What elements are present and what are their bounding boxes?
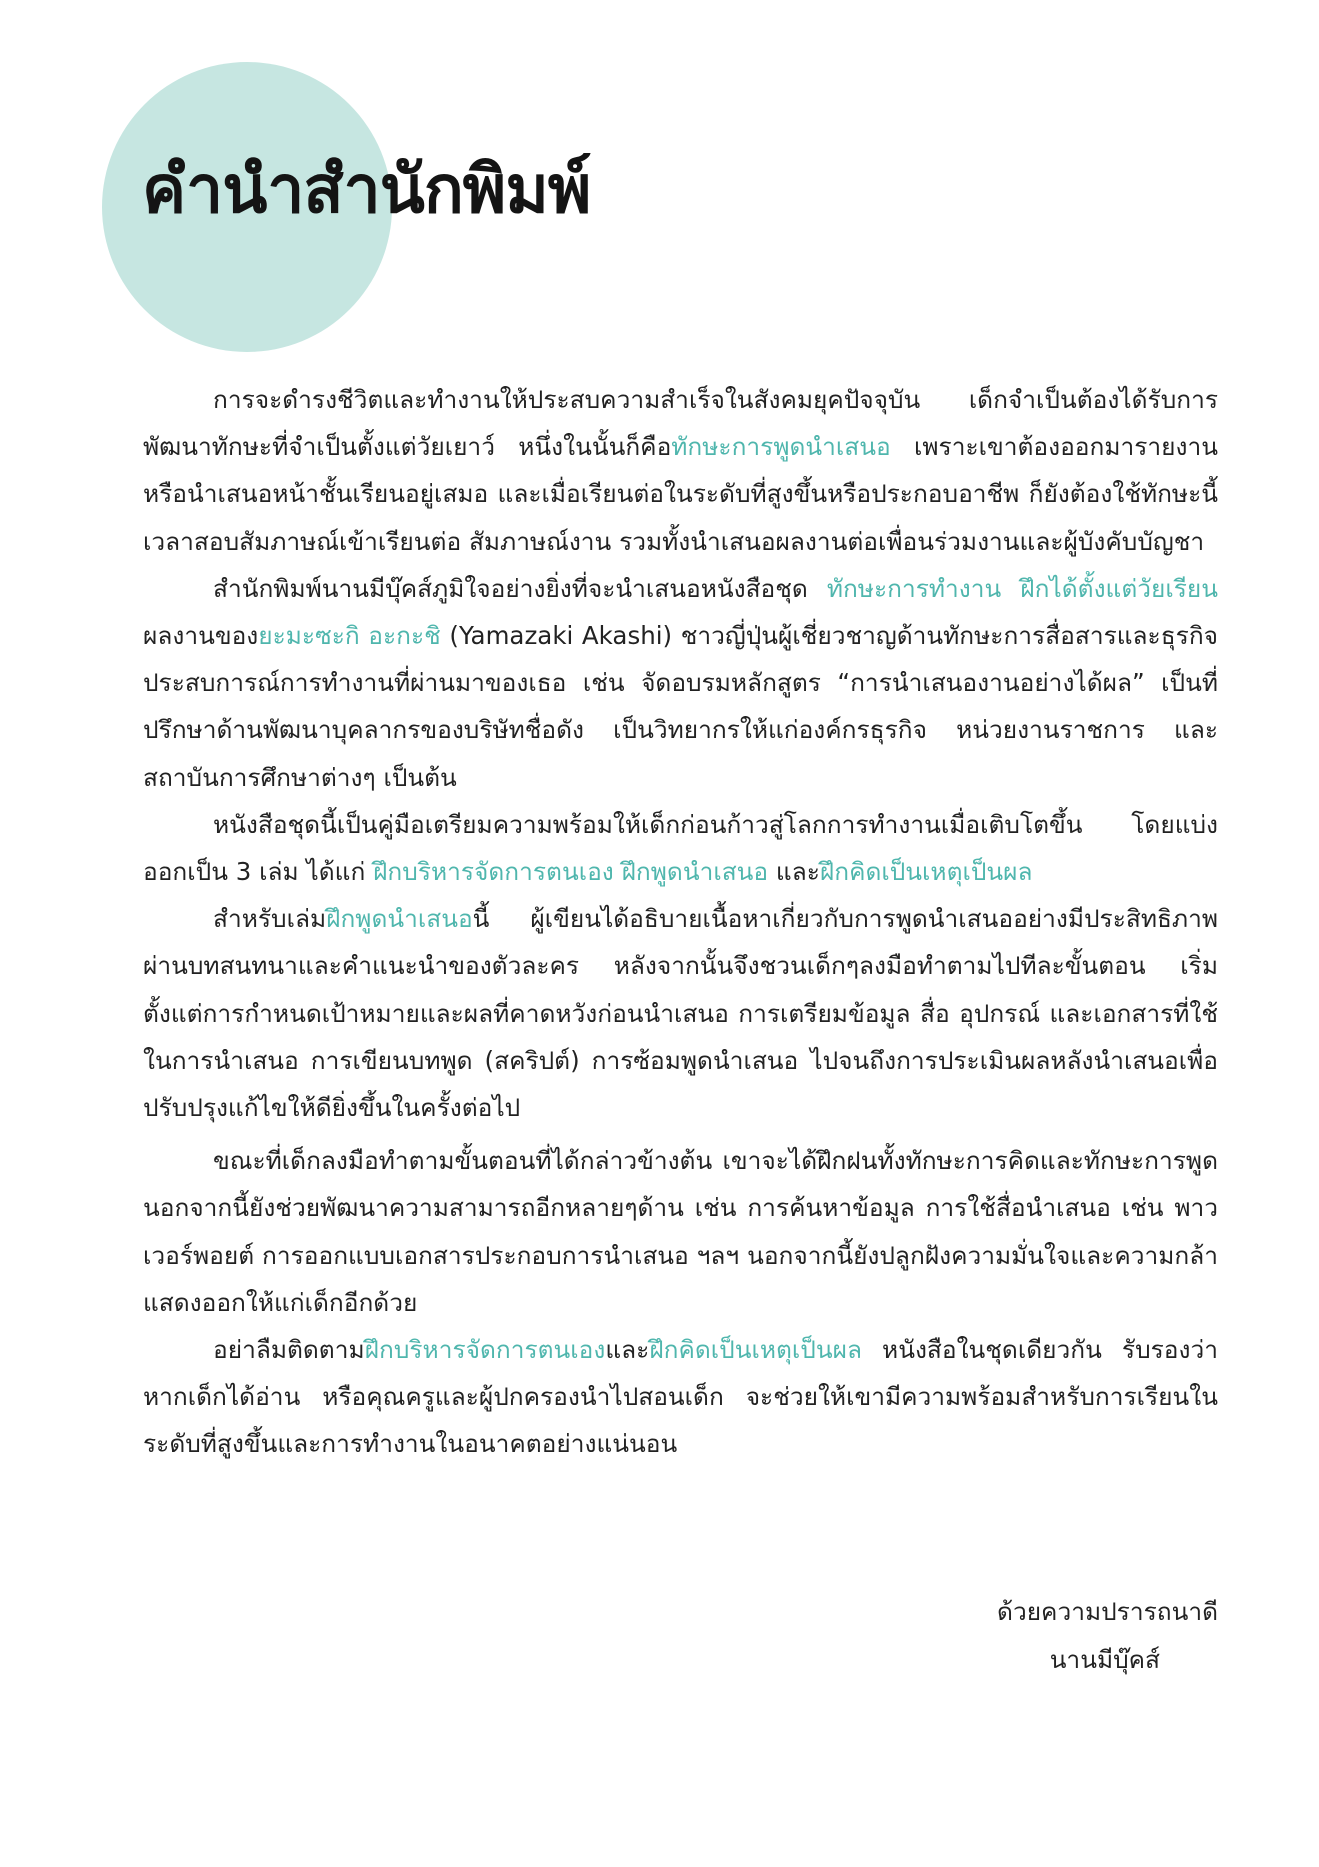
paragraph-books: [143, 801, 1218, 895]
highlight-book-3: ฝึกคิดเป็นเหตุเป็นผล: [819, 857, 1033, 887]
paragraph-benefits: [143, 1137, 1218, 1326]
paragraph-intro: [143, 376, 1218, 565]
text-span: หนังสือชุดนี้เป็นคู่มือเตรียมความพร้อมให้เด็กก่อนก้าวสู่โลกการทำงานเมื่อเติบโตขึ้น โดยแบ่งออกเป็น 3 เล่ม ได้แก่: [143, 809, 1218, 887]
text-span: การจะดำรงชีวิตและทำงานให้ประสบความสำเร็จในสังคมยุคปัจจุบัน เด็กจำเป็นต้องได้รับการพัฒนาทักษะที่จำเป็นตั้งแต่วัยเยาว์ หนึ่งในนั้นก็คือ: [143, 385, 1218, 462]
text-span: สำนักพิมพ์นานมีบุ๊คส์ภูมิใจอย่างยิ่งที่จะนำเสนอหนังสือชุด: [213, 573, 827, 603]
text-span: [614, 857, 622, 886]
highlight-book-1: ฝึกบริหารจัดการตนเอง: [373, 857, 614, 887]
text-span: ขณะที่เด็กลงมือทำตามขั้นตอนที่ได้กล่าวข้างต้น เขาจะได้ฝึกฝนทั้งทักษะการคิดและทักษะการพูด นอกจากนี้ยังช่วยพัฒนาความสามารถอีกหลายๆด้าน เช่น การค้นหาข้อมูล การใช้สื่อนำเสนอ เช่น พาวเวอร์พอยต์ การออกแบบเอกสารประกอบการนำเสนอ ฯลฯ นอกจากนี้ยังปลูกฝังความมั่นใจและความกล้าแสดงออกให้แก่เด็กอีกด้วย: [143, 1146, 1218, 1317]
highlight-book-2: ฝึกพูดนำเสนอ: [326, 904, 473, 934]
text-span: เพราะเขาต้องออกมารายงานหรือนำเสนอหน้าชั้นเรียนอยู่เสมอ และเมื่อเรียนต่อในระดับที่สูงขึ้นหรือประกอบอาชีพ ก็ยังต้องใช้ทักษะนี้เวลาสอบสัมภาษณ์เข้าเรียนต่อ สัมภาษณ์งาน รวมทั้งนำเสนอผลงานต่อเพื่อนร่วมงานและผู้บังคับบัญชา: [143, 432, 1218, 556]
highlight-author: ยะมะซะกิ อะกะชิ: [258, 621, 441, 651]
text-span: (Yamazaki Akashi) ชาวญี่ปุ่นผู้เชี่ยวชาญด้านทักษะการสื่อสารและธุรกิจ ประสบการณ์การทำงานที่ผ่านมาของเธอ เช่น จัดอบรมหลักสูตร “การนำเสนองานอย่างได้ผล” เป็นที่ปรึกษาด้านพัฒนาบุคลากรของบริษัทชื่อดัง เป็นวิทยากรให้แก่องค์กรธุรกิจ หน่วยงานราชการ และสถาบันการศึกษาต่างๆ เป็นต้น: [143, 621, 1219, 792]
text-span: ผลงานของ: [143, 621, 259, 651]
text-span: นี้ ผู้เขียนได้อธิบายเนื้อหาเกี่ยวกับการพูดนำเสนออย่างมีประสิทธิภาพผ่านบทสนทนาและคำแนะนำของตัวละคร หลังจากนั้นจึงชวนเด็กๆลงมือทำตามไปทีละขั้นตอน เริ่มตั้งแต่การกำหนดเป้าหมายและผลที่คาดหวังก่อนนำเสนอ การเตรียมข้อมูล สื่อ อุปกรณ์ และเอกสารที่ใช้ในการนำเสนอ การเขียนบทพูด (สคริปต์) การซ้อมพูดนำเสนอ ไปจนถึงการประเมินผลหลังนำเสนอเพื่อปรับปรุงแก้ไขให้ดียิ่งขึ้นในครั้งต่อไป: [143, 904, 1218, 1123]
text-span: และ: [605, 1335, 650, 1365]
text-span: และ: [768, 857, 820, 887]
highlight-book-1: ฝึกบริหารจัดการตนเอง: [364, 1335, 606, 1365]
closing-line: ด้วยความปรารถนาดี: [997, 1597, 1218, 1626]
publisher-signature: นานมีบุ๊คส์: [1049, 1645, 1160, 1674]
paragraph-closing: [143, 1326, 1218, 1468]
paragraph-series: [143, 565, 1218, 801]
highlight-book-2: ฝึกพูดนำเสนอ: [621, 857, 769, 887]
body-text: [143, 376, 1218, 1468]
paragraph-this-book: [143, 895, 1218, 1131]
text-span: หนังสือในชุดเดียวกัน รับรองว่าหากเด็กได้อ่าน หรือคุณครูและผู้ปกครองนำไปสอนเด็ก จะช่วยให้เขามีความพร้อมสำหรับการเรียนในระดับที่สูงขึ้นและการทำงานในอนาคตอย่างแน่นอน: [143, 1335, 1218, 1459]
closing-block: [997, 1588, 1218, 1684]
page-title: คำนำสำนักพิมพ์: [142, 151, 591, 228]
highlight-book-3: ฝึกคิดเป็นเหตุเป็นผล: [649, 1335, 862, 1365]
text-span: สำหรับเล่ม: [213, 904, 327, 934]
highlight-series-title: ทักษะการทำงาน ฝึกได้ตั้งแต่วัยเรียน: [826, 573, 1218, 603]
text-span: อย่าลืมติดตาม: [213, 1335, 365, 1365]
highlight-skill: ทักษะการพูดนำเสนอ: [671, 432, 891, 462]
